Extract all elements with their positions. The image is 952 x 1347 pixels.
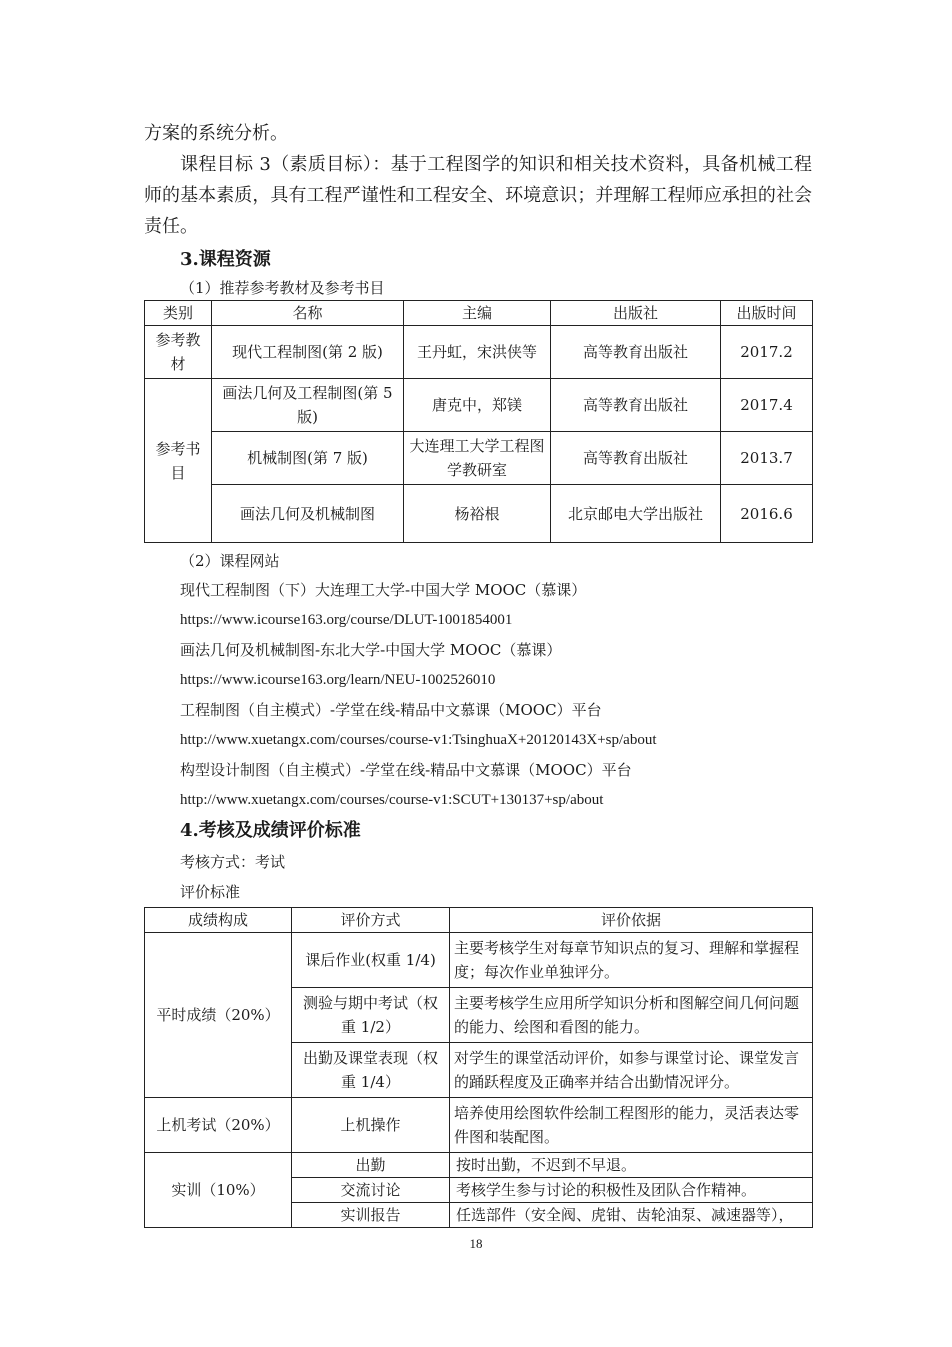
book-editor: 大连理工大学工程图学教研室 — [404, 432, 551, 485]
grade-component: 平时成绩（20%） — [145, 933, 292, 1098]
table-row — [145, 326, 813, 379]
book-year: 2017.2 — [721, 326, 813, 379]
intro-tail-text: 方案的系统分析。 — [144, 123, 288, 144]
book-name: 机械制图(第 7 版) — [212, 432, 404, 485]
book-publisher: 高等教育出版社 — [551, 326, 721, 379]
header-editor: 主编 — [404, 301, 551, 326]
header-name: 名称 — [212, 301, 404, 326]
category-cell: 参考书目 — [145, 379, 212, 543]
table-row — [145, 1153, 813, 1178]
table-row — [145, 379, 813, 432]
book-editor: 王丹虹，宋洪侠等 — [404, 326, 551, 379]
header-publisher: 出版社 — [551, 301, 721, 326]
grade-component: 实训（10%） — [145, 1153, 292, 1228]
website-title: 工程制图（自主模式）-学堂在线-精品中文慕课（MOOC）平台 — [180, 701, 602, 719]
book-name: 现代工程制图(第 2 版) — [212, 326, 404, 379]
table-row — [145, 432, 813, 485]
book-year: 2016.6 — [721, 485, 813, 543]
criteria-label: 评价标准 — [180, 883, 241, 901]
evaluation-method: 上机操作 — [292, 1098, 450, 1153]
course-goal-3: 课程目标 3（素质目标）：基于工程图学的知识和相关技术资料，具备机械工程师的基本素质，具有工程严谨性和工程安全、环境意识；并理解工程师应承担的社会责任。 — [144, 154, 812, 237]
reference-books-table — [144, 300, 813, 543]
website-link[interactable]: http://www.xuetangx.com/courses/course-v1:TsinghuaX+20120143X+sp/about — [180, 732, 657, 748]
subsection-books-heading: （1）推荐参考教材及参考书目 — [180, 279, 385, 297]
header-component: 成绩构成 — [145, 908, 292, 933]
book-editor: 唐克中，郑镁 — [404, 379, 551, 432]
evaluation-basis: 按时出勤，不迟到不早退。 — [450, 1153, 813, 1178]
criteria-header-row — [145, 908, 813, 933]
section-4-heading: 4.考核及成绩评价标准 — [180, 820, 361, 841]
category-cell: 参考教材 — [145, 326, 212, 379]
evaluation-method: 出勤及课堂表现（权重 1/4） — [292, 1043, 450, 1098]
table-row — [145, 1098, 813, 1153]
assessment-method: 考核方式：考试 — [180, 853, 286, 871]
book-year: 2017.4 — [721, 379, 813, 432]
header-category: 类别 — [145, 301, 212, 326]
evaluation-basis: 培养使用绘图软件绘制工程图形的能力，灵活表达零件图和装配图。 — [450, 1098, 813, 1153]
book-publisher: 高等教育出版社 — [551, 379, 721, 432]
book-publisher: 高等教育出版社 — [551, 432, 721, 485]
evaluation-method: 测验与期中考试（权重 1/2） — [292, 988, 450, 1043]
grade-component: 上机考试（20%） — [145, 1098, 292, 1153]
table-row — [145, 485, 813, 543]
website-link[interactable]: http://www.xuetangx.com/courses/course-v1:SCUT+130137+sp/about — [180, 792, 604, 808]
evaluation-method: 课后作业(权重 1/4) — [292, 933, 450, 988]
book-editor: 杨裕根 — [404, 485, 551, 543]
website-link[interactable]: https://www.icourse163.org/learn/NEU-1002526010 — [180, 672, 496, 688]
subsection-websites-heading: （2）课程网站 — [180, 552, 280, 570]
assessment-criteria-table — [144, 907, 813, 1228]
header-method: 评价方式 — [292, 908, 450, 933]
evaluation-basis: 对学生的课堂活动评价，如参与课堂讨论、课堂发言的踊跃程度及正确率并结合出勤情况评分。 — [450, 1043, 813, 1098]
header-basis: 评价依据 — [450, 908, 813, 933]
evaluation-method: 出勤 — [292, 1153, 450, 1178]
book-year: 2013.7 — [721, 432, 813, 485]
website-link[interactable]: https://www.icourse163.org/course/DLUT-1001854001 — [180, 612, 513, 628]
evaluation-basis: 考核学生参与讨论的积极性及团队合作精神。 — [450, 1178, 813, 1203]
website-title: 构型设计制图（自主模式）-学堂在线-精品中文慕课（MOOC）平台 — [180, 761, 632, 779]
evaluation-method: 交流讨论 — [292, 1178, 450, 1203]
evaluation-basis: 主要考核学生对每章节知识点的复习、理解和掌握程度；每次作业单独评分。 — [450, 933, 813, 988]
section-3-heading: 3.课程资源 — [180, 249, 271, 270]
evaluation-method: 实训报告 — [292, 1203, 450, 1228]
website-title: 现代工程制图（下）大连理工大学-中国大学 MOOC（慕课） — [180, 581, 587, 599]
book-publisher: 北京邮电大学出版社 — [551, 485, 721, 543]
document-page — [144, 118, 812, 1228]
evaluation-basis: 任选部件（安全阀、虎钳、齿轮油泵、减速器等）， — [450, 1203, 813, 1228]
book-name: 画法几何及机械制图 — [212, 485, 404, 543]
book-name: 画法几何及工程制图(第 5 版) — [212, 379, 404, 432]
table-row — [145, 933, 813, 988]
books-header-row — [145, 301, 813, 326]
header-year: 出版时间 — [721, 301, 813, 326]
evaluation-basis: 主要考核学生应用所学知识分析和图解空间几何问题的能力、绘图和看图的能力。 — [450, 988, 813, 1043]
page-number: 18 — [469, 1236, 483, 1251]
website-title: 画法几何及机械制图-东北大学-中国大学 MOOC（慕课） — [180, 641, 562, 659]
